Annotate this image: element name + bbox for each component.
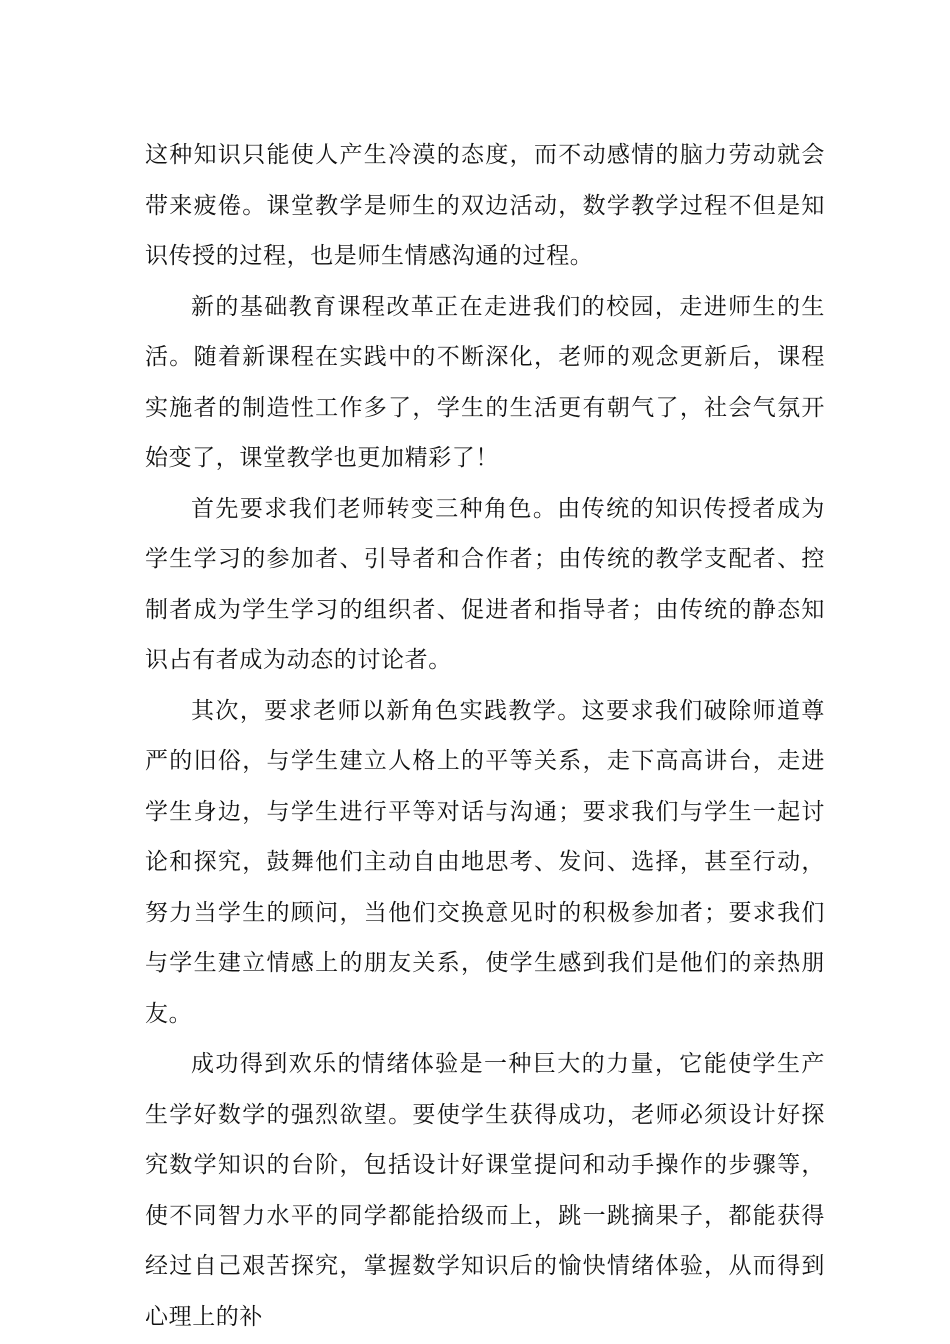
paragraph-1: 这种知识只能使人产生冷漠的态度，而不动感情的脑力劳动就会带来疲倦。课堂教学是师生的双边活动，数学教学过程不但是知识传授的过程，也是师生情感沟通的过程。 [145, 142, 825, 269]
paragraph-5: 成功得到欢乐的情绪体验是一种巨大的力量，它能使学生产生学好数学的强烈欲望。要使学生获得成功，老师必须设计好探究数学知识的台阶，包括设计好课堂提问和动手操作的步骤等，使不同智力水平的同学都能拾级而上，跳一跳摘果子，都能获得经过自己艰苦探究，掌握数学知识后的愉快情绪体验，从而得到心理上的补 [145, 1051, 825, 1330]
paragraph-4: 其次，要求老师以新角色实践教学。这要求我们破除师道尊严的旧俗，与学生建立人格上的平等关系，走下高高讲台，走进学生身边，与学生进行平等对话与沟通；要求我们与学生一起讨论和探究，鼓舞他们主动自由地思考、发问、选择，甚至行动，努力当学生的顾问，当他们交换意见时的积极参加者；要求我们与学生建立情感上的朋友关系，使学生感到我们是他们的亲热朋友。 [145, 697, 825, 1027]
paragraph-3: 首先要求我们老师转变三种角色。由传统的知识传授者成为学生学习的参加者、引导者和合作者；由传统的教学支配者、控制者成为学生学习的组织者、促进者和指导者；由传统的静态知识占有者成为动态的讨论者。 [145, 495, 825, 673]
paragraph-2: 新的基础教育课程改革正在走进我们的校园，走进师生的生活。随着新课程在实践中的不断深化，老师的观念更新后，课程实施者的制造性工作多了，学生的生活更有朝气了，社会气氛开始变了，课堂教学也更加精彩了！ [145, 293, 825, 471]
body-text [145, 130, 825, 1342]
